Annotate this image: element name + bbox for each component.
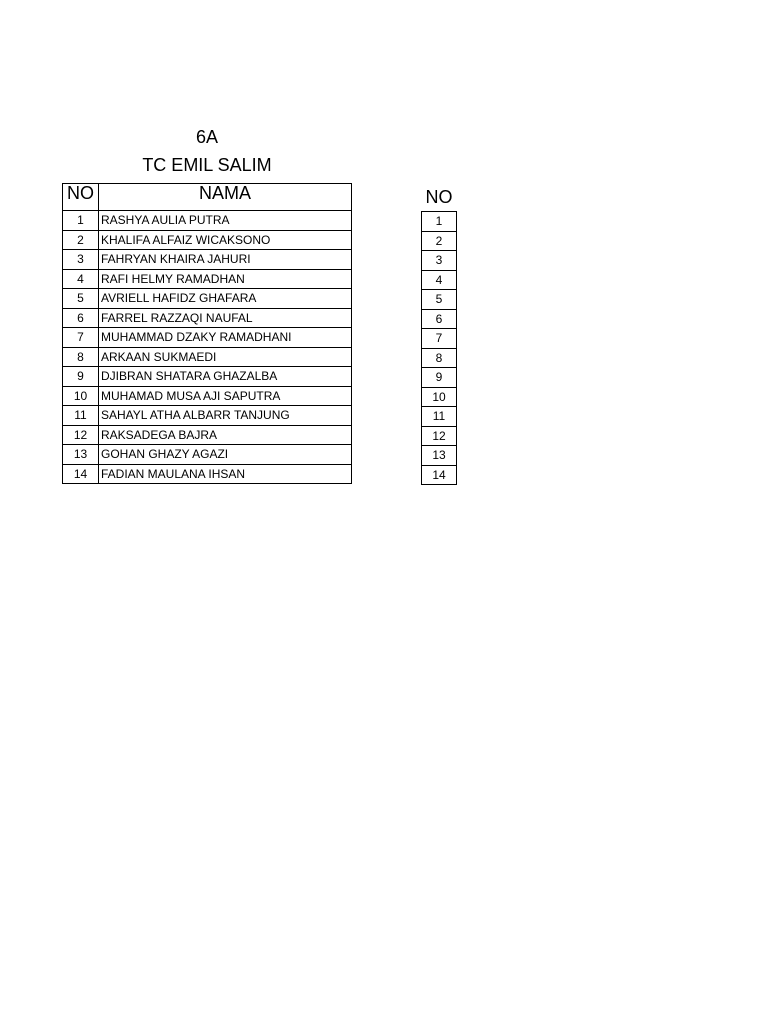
row-number: 13 bbox=[63, 445, 99, 465]
row-number: 2 bbox=[63, 230, 99, 250]
number-cell: 11 bbox=[422, 407, 457, 427]
number-cell: 2 bbox=[422, 231, 457, 251]
row-number: 9 bbox=[63, 367, 99, 387]
table-header-row bbox=[63, 184, 352, 211]
number-row bbox=[422, 329, 457, 349]
number-cell: 3 bbox=[422, 251, 457, 271]
student-name: RASHYA AULIA PUTRA bbox=[99, 211, 352, 231]
number-cell: 5 bbox=[422, 290, 457, 310]
table-row bbox=[63, 328, 352, 348]
number-row bbox=[422, 231, 457, 251]
table-row bbox=[63, 230, 352, 250]
number-cell: 8 bbox=[422, 348, 457, 368]
number-cell: 6 bbox=[422, 309, 457, 329]
student-name: FADIAN MAULANA IHSAN bbox=[99, 464, 352, 484]
row-number: 6 bbox=[63, 308, 99, 328]
number-cell: 13 bbox=[422, 446, 457, 466]
table-row bbox=[63, 406, 352, 426]
table-row bbox=[63, 289, 352, 309]
table-row bbox=[63, 367, 352, 387]
row-number: 1 bbox=[63, 211, 99, 231]
student-name: KHALIFA ALFAIZ WICAKSONO bbox=[99, 230, 352, 250]
student-name: GOHAN GHAZY AGAZI bbox=[99, 445, 352, 465]
number-cell: 10 bbox=[422, 387, 457, 407]
row-number: 11 bbox=[63, 406, 99, 426]
table-row bbox=[63, 425, 352, 445]
student-name: ARKAAN SUKMAEDI bbox=[99, 347, 352, 367]
table-row bbox=[63, 250, 352, 270]
number-row bbox=[422, 465, 457, 485]
student-name: AVRIELL HAFIDZ GHAFARA bbox=[99, 289, 352, 309]
number-row bbox=[422, 426, 457, 446]
number-row bbox=[422, 368, 457, 388]
student-name: FARREL RAZZAQI NAUFAL bbox=[99, 308, 352, 328]
class-code: 6A bbox=[195, 127, 219, 147]
number-cell: 1 bbox=[422, 212, 457, 232]
teacher-name: TC EMIL SALIM bbox=[142, 155, 272, 175]
number-row bbox=[422, 251, 457, 271]
student-name: RAKSADEGA BAJRA bbox=[99, 425, 352, 445]
student-table bbox=[62, 183, 352, 484]
row-number: 3 bbox=[63, 250, 99, 270]
side-column-header-no: NO bbox=[425, 187, 453, 207]
student-name: FAHRYAN KHAIRA JAHURI bbox=[99, 250, 352, 270]
row-number: 14 bbox=[63, 464, 99, 484]
number-cell: 4 bbox=[422, 270, 457, 290]
table-row bbox=[63, 386, 352, 406]
number-cell: 14 bbox=[422, 465, 457, 485]
table-row bbox=[63, 211, 352, 231]
row-number: 7 bbox=[63, 328, 99, 348]
table-row bbox=[63, 464, 352, 484]
row-number: 12 bbox=[63, 425, 99, 445]
number-row bbox=[422, 212, 457, 232]
student-table-body bbox=[63, 211, 352, 484]
table-row bbox=[63, 269, 352, 289]
number-table-body bbox=[422, 212, 457, 485]
table-row bbox=[63, 347, 352, 367]
row-number: 10 bbox=[63, 386, 99, 406]
student-name: RAFI HELMY RAMADHAN bbox=[99, 269, 352, 289]
student-name: DJIBRAN SHATARA GHAZALBA bbox=[99, 367, 352, 387]
number-row bbox=[422, 270, 457, 290]
student-name: SAHAYL ATHA ALBARR TANJUNG bbox=[99, 406, 352, 426]
row-number: 8 bbox=[63, 347, 99, 367]
number-row bbox=[422, 348, 457, 368]
table-row bbox=[63, 308, 352, 328]
number-row bbox=[422, 290, 457, 310]
column-header-name: NAMA bbox=[99, 184, 352, 211]
row-number: 5 bbox=[63, 289, 99, 309]
number-cell: 7 bbox=[422, 329, 457, 349]
number-table bbox=[421, 211, 457, 485]
number-cell: 9 bbox=[422, 368, 457, 388]
column-header-no: NO bbox=[63, 184, 99, 211]
student-name: MUHAMAD MUSA AJI SAPUTRA bbox=[99, 386, 352, 406]
number-row bbox=[422, 446, 457, 466]
number-row bbox=[422, 407, 457, 427]
row-number: 4 bbox=[63, 269, 99, 289]
number-row bbox=[422, 387, 457, 407]
number-row bbox=[422, 309, 457, 329]
number-cell: 12 bbox=[422, 426, 457, 446]
table-row bbox=[63, 445, 352, 465]
student-name: MUHAMMAD DZAKY RAMADHANI bbox=[99, 328, 352, 348]
